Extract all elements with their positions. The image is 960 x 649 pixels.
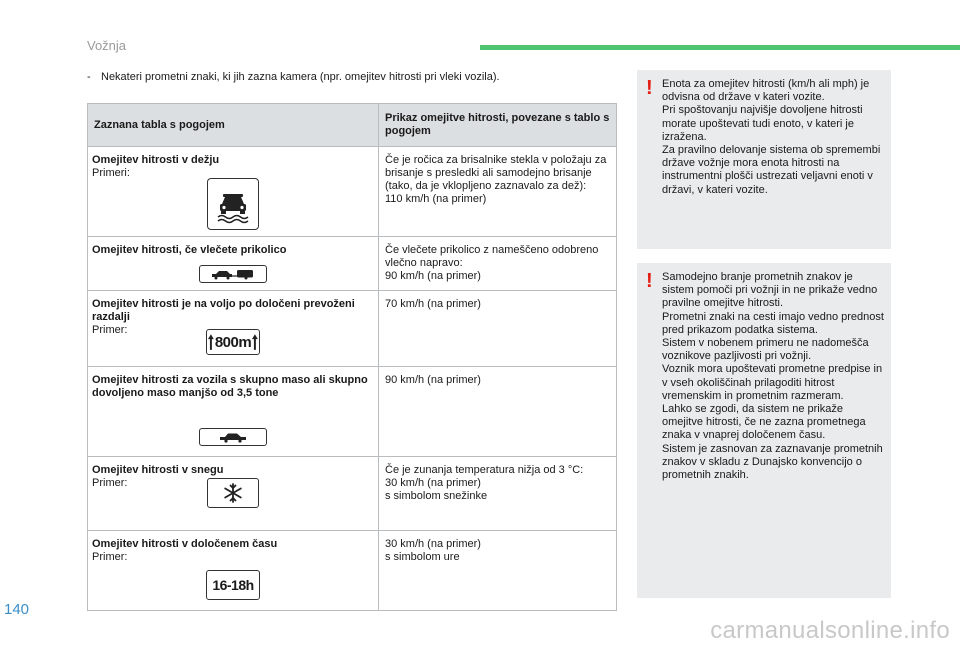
condition-cell bbox=[88, 291, 379, 367]
warning-note-units bbox=[637, 70, 891, 249]
condition-title: Omejitev hitrosti v dežju bbox=[92, 154, 220, 166]
description-cell bbox=[379, 237, 617, 291]
section-title: Vožnja bbox=[87, 38, 127, 53]
condition-cell bbox=[88, 531, 379, 611]
display-description: 90 km/h (na primer) bbox=[385, 374, 481, 386]
description-cell bbox=[379, 531, 617, 611]
conditional-signs-table bbox=[87, 103, 617, 611]
intro-paragraph bbox=[87, 70, 617, 84]
header-accent-bar bbox=[480, 45, 960, 50]
condition-title: Omejitev hitrosti za vozila s skupno maso ali skupno dovoljeno maso manjšo od 3,5 tone bbox=[92, 374, 368, 399]
intro-dash: - bbox=[87, 71, 91, 83]
time-sign-text: 16-18h bbox=[212, 576, 254, 593]
table-row bbox=[88, 291, 617, 367]
distance-sign-text: 800m bbox=[214, 333, 252, 351]
warning-note-text: Enota za omejitev hitrosti (km/h ali mph) je odvisna od države v kateri vozite. Pri spoštovanju najvišje dovoljene hitrosti morate upoštevati tudi enoto, v kateri je izražena. Za pravilno delovanje sistema ob spremembi države vožnje mora enota hitrosti na instrumentni plošči ustrezati veljavni enoti v državi, v kateri vozite. bbox=[662, 78, 881, 196]
description-cell bbox=[379, 457, 617, 531]
condition-cell bbox=[88, 147, 379, 237]
display-description: Če je zunanja temperatura nižja od 3 °C: 30 km/h (na primer) s simbolom snežinke bbox=[385, 464, 584, 502]
table-row bbox=[88, 147, 617, 237]
condition-sub: Primer: bbox=[92, 477, 128, 489]
time-sign-icon bbox=[206, 570, 260, 600]
warning-icon: ! bbox=[646, 77, 653, 99]
warning-icon: ! bbox=[646, 270, 653, 292]
table-row bbox=[88, 457, 617, 531]
condition-title: Omejitev hitrosti je na voljo po določeni prevoženi razdalji bbox=[92, 298, 355, 323]
condition-title: Omejitev hitrosti v snegu bbox=[92, 464, 224, 476]
page-number: 140 bbox=[4, 601, 30, 618]
description-cell bbox=[379, 291, 617, 367]
car-sign-icon bbox=[199, 428, 267, 446]
table-header-row bbox=[88, 104, 617, 147]
column-header-display: Prikaz omejitve hitrosti, povezane s tablo s pogojem bbox=[379, 104, 617, 147]
display-description: 30 km/h (na primer) s simbolom ure bbox=[385, 538, 481, 563]
warning-note-text: Samodejno branje prometnih znakov je sistem pomoči pri vožnji in ne prikaže vedno pravilne omejitve hitrosti. Prometni znaki na cesti imajo vedno prednost pred prikazom podatka sistema. Sistem v nobenem primeru ne nadomešča voznikove pazljivosti pri vožnji. Voznik mora upoštevati prometne predpise in v vseh okoliščinah prilagoditi hitrost vremenskim in prometnim razmeram. Lahko se zgodi, da sistem ne prikaže omejitve hitrosti, če ne zazna prometnega znaka v vnaprej določenem času. Sistem je zasnovan za zaznavanje prometnih znakov v skladu z Dunajsko konvencijo o prometnih znakih. bbox=[662, 271, 884, 482]
condition-cell bbox=[88, 457, 379, 531]
condition-sub: Primer: bbox=[92, 324, 128, 336]
table-row bbox=[88, 237, 617, 291]
display-description: Če vlečete prikolico z nameščeno odobreno vlečno napravo: 90 km/h (na primer) bbox=[385, 244, 599, 282]
display-description: 70 km/h (na primer) bbox=[385, 298, 481, 310]
column-header-sign: Zaznana tabla s pogojem bbox=[88, 104, 379, 147]
condition-sub: Primeri: bbox=[92, 167, 130, 179]
description-cell bbox=[379, 367, 617, 457]
car-trailer-sign-icon bbox=[199, 265, 267, 283]
table-row bbox=[88, 531, 617, 611]
description-cell bbox=[379, 147, 617, 237]
condition-title: Omejitev hitrosti, če vlečete prikolico bbox=[92, 244, 287, 256]
snowflake-sign-icon bbox=[207, 478, 259, 508]
warning-note-system bbox=[637, 263, 891, 598]
condition-cell bbox=[88, 367, 379, 457]
display-description: Če je ročica za brisalnike stekla v položaju za brisanje s presledki ali samodejno brisanje (tako, da je vklopljeno zaznavalo za dež): 110 km/h (na primer) bbox=[385, 154, 607, 205]
wet-road-sign-icon bbox=[207, 178, 259, 230]
condition-sub: Primer: bbox=[92, 551, 128, 563]
distance-sign-icon bbox=[206, 329, 260, 355]
condition-title: Omejitev hitrosti v določenem času bbox=[92, 538, 278, 550]
table-row bbox=[88, 367, 617, 457]
condition-cell bbox=[88, 237, 379, 291]
intro-text: Nekateri prometni znaki, ki jih zazna kamera (npr. omejitev hitrosti pri vleki vozila). bbox=[101, 71, 500, 83]
watermark: carmanualsonline.info bbox=[710, 617, 950, 644]
